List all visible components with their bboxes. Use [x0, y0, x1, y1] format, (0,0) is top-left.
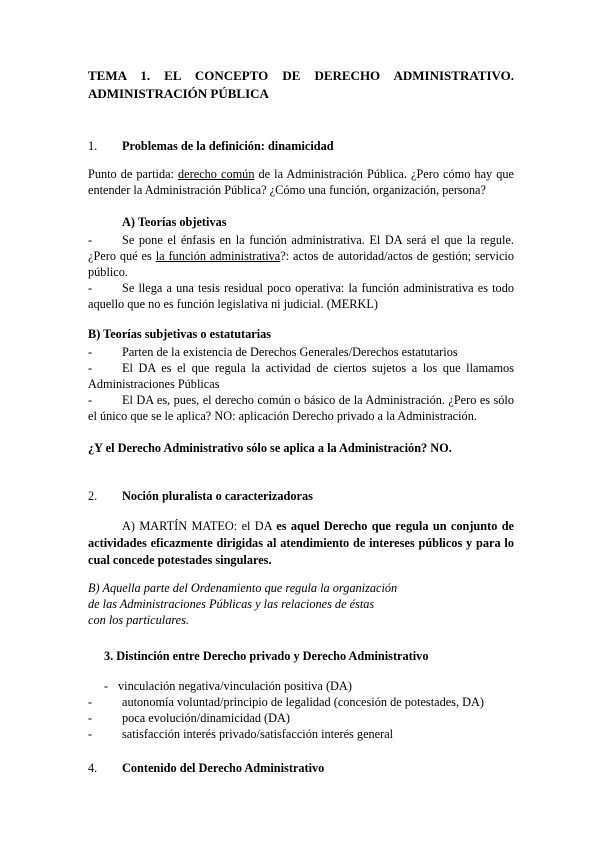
subjetivas-item2-line2: Administraciones Públicas — [88, 377, 220, 391]
section-3-item3: poca evolución/dinamicidad (DA) — [122, 711, 291, 725]
bullet-dash: - — [88, 233, 93, 247]
objetivas-item1-line1: Se pone el énfasis en la función administrativa. El DA será el que la regule. — [122, 233, 514, 247]
subjetivas-item3-line1: El DA es, pues, el derecho común o básico de la Administración. ¿Pero es sólo — [122, 393, 514, 407]
bullet-dash: - — [88, 711, 93, 725]
section-1-heading: Problemas de la definición: dinamicidad — [122, 139, 334, 153]
section-2-a-line3: cual concede potestades singulares. — [88, 553, 272, 567]
bullet-dash: - — [88, 695, 93, 709]
objetivas-heading: A) Teorías objetivas — [122, 215, 227, 229]
objetivas-item1-line2: ¿Pero qué es la función administrativa?: actos de autoridad/actos de gestión; servicio — [88, 249, 514, 263]
bullet-dash: - — [88, 393, 93, 407]
section-2-a-line1: A) MARTÍN MATEO: el DA es aquel Derecho que regula un conjunto de — [122, 519, 515, 533]
section-2-number: 2. — [88, 489, 98, 503]
section-3-item2: autonomía voluntad/principio de legalidad (concesión de potestades, DA) — [122, 695, 484, 709]
underlined-term: derecho común — [178, 167, 255, 181]
bullet-dash: - — [88, 361, 93, 375]
underlined-term: la función administrativa — [155, 249, 281, 263]
subjetivas-item2-line1: El DA es el que regula la actividad de ciertos sujetos a los que llamamos — [122, 361, 514, 375]
section-2-a-line2: actividades eficazmente dirigidas al atendimiento de intereses públicos y para lo — [88, 536, 514, 550]
document-title-line1: TEMA 1. EL CONCEPTO DE DERECHO ADMINISTRATIVO. — [88, 68, 514, 83]
subjetivas-item1: Parten de la existencia de Derechos Generales/Derechos estatutarios — [122, 345, 458, 359]
document-title-line2: ADMINISTRACIÓN PÚBLICA — [88, 86, 269, 101]
section-1-paragraph-line1: Punto de partida: derecho común de la Administración Pública. ¿Pero cómo hay que — [88, 167, 514, 181]
objetivas-item1-line3: público. — [88, 265, 128, 279]
objetivas-item2-line1: Se llega a una tesis residual poco operativa: la función administrativa es todo — [122, 281, 514, 295]
section-4-heading: Contenido del Derecho Administrativo — [122, 761, 325, 775]
subjetivas-heading: B) Teorías subjetivas o estatutarias — [88, 327, 272, 341]
bullet-dash: - — [88, 727, 93, 741]
question-statement: ¿Y el Derecho Administrativo sólo se aplica a la Administración? NO. — [88, 441, 452, 455]
section-4-number: 4. — [88, 761, 98, 775]
objetivas-item2-line2: aquello que no es función legislativa ni judicial. (MERKL) — [88, 297, 378, 311]
section-1-paragraph-line2: entender la Administración Pública? ¿Cómo una función, organización, persona? — [88, 183, 486, 197]
section-1-number: 1. — [88, 139, 98, 153]
subjetivas-item3-line2: el único que se le aplica? NO: aplicación Derecho privado a la Administración. — [88, 409, 477, 423]
bullet-dash: - — [88, 281, 93, 295]
section-2-b-line3: con los particulares. — [88, 613, 189, 627]
section-2-heading: Noción pluralista o caracterizadoras — [122, 489, 313, 503]
section-3-heading: 3. Distinción entre Derecho privado y Derecho Administrativo — [104, 649, 429, 663]
section-2-b-line1: B) Aquella parte del Ordenamiento que regula la organización — [88, 581, 398, 595]
section-2-b-line2: de las Administraciones Públicas y las relaciones de éstas — [88, 597, 375, 611]
bullet-dash: - — [104, 679, 109, 693]
section-3-item4: satisfacción interés privado/satisfacción interés general — [122, 727, 394, 741]
section-3-item1: vinculación negativa/vinculación positiva (DA) — [118, 679, 352, 693]
bullet-dash: - — [88, 345, 93, 359]
